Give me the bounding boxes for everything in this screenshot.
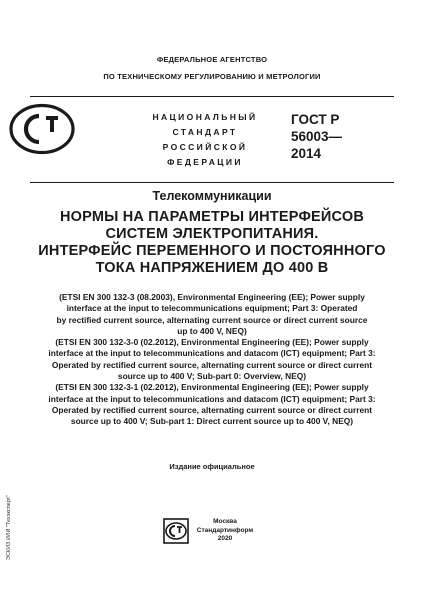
reference-line: source up to 400 V; Sub-part 0: Overview, NEQ) [117, 371, 307, 382]
agency-name-line2: ПО ТЕХНИЧЕСКОМУ РЕГУЛИРОВАНИЮ И МЕТРОЛОГИИ [103, 72, 321, 81]
document-title [30, 209, 394, 277]
title-line: СИСТЕМ ЭЛЕКТРОПИТАНИЯ. [105, 226, 319, 242]
reference-line: Operated by rectified current source, alternating current source or direct current [51, 404, 373, 415]
reference-line: (ETSI EN 300 132-3 (08.2003), Environmental Engineering (EE); Power supply [59, 292, 365, 302]
publisher-logo-icon [163, 518, 189, 544]
national-standard-line: ФЕДЕРАЦИИ [167, 157, 243, 167]
gost-number-line: ГОСТ Р [291, 112, 340, 127]
reference-line: Operated by rectified current source, alternating current source or direct current [51, 359, 373, 370]
title-line: ТОКА НАПРЯЖЕНИЕМ ДО 400 В [95, 260, 329, 276]
document-subject: Телекоммуникации [152, 189, 272, 203]
gost-number-line: 2014 [291, 146, 322, 161]
middle-rule [30, 182, 394, 183]
reference-line: interface at the input to telecommunications and datacom (ICT) equipment; Part 3: [48, 393, 376, 404]
national-standard-line: НАЦИОНАЛЬНЫЙ [152, 112, 258, 122]
gost-number [291, 111, 342, 162]
publisher-info [190, 518, 260, 544]
reference-line: up to 400 V, NEQ) [177, 325, 247, 336]
national-standard-line: РОССИЙСКОЙ [162, 142, 248, 152]
edition-label: Издание официальное [169, 462, 255, 471]
title-line: ИНТЕРФЕЙС ПЕРЕМЕННОГО И ПОСТОЯННОГО [38, 243, 386, 259]
publisher-city: Москва [213, 518, 237, 525]
reference-line: interface at the input to telecommunications equipment; Part 3: Operated [66, 303, 358, 314]
publisher-name: Стандартинформ [196, 526, 254, 534]
national-standard-label [140, 110, 270, 170]
reference-line: (ETSI EN 300 132-3-0 (02.2012), Environmental Engineering (EE); Power supply [55, 337, 369, 348]
reference-line: (ETSI EN 300 132-3-1 (02.2012), Environmental Engineering (EE); Power supply [55, 382, 369, 393]
reference-line: source up to 400 V; Sub-part 1: Direct current source up to 400 V, NEQ) [70, 416, 354, 427]
etsi-references [42, 292, 382, 428]
top-rule [30, 96, 394, 97]
national-standard-line: СТАНДАРТ [172, 127, 238, 137]
publisher-year: 2020 [217, 535, 233, 542]
reference-line: interface at the input to telecommunications and datacom (ICT) equipment; Part 3: [48, 348, 376, 359]
reference-line: by rectified current source, alternating current source or direct current source [56, 314, 368, 325]
gost-number-line: 56003— [291, 129, 343, 144]
agency-name-line1: ФЕДЕРАЛЬНОЕ АГЕНТСТВО [156, 55, 268, 64]
gost-logo-icon [8, 102, 76, 156]
title-line: НОРМЫ НА ПАРАМЕТРЫ ИНТЕРФЕЙСОВ [59, 209, 364, 225]
side-watermark-note: ЭСКИЗ ИЛИ "Техэксперт" [6, 494, 12, 560]
